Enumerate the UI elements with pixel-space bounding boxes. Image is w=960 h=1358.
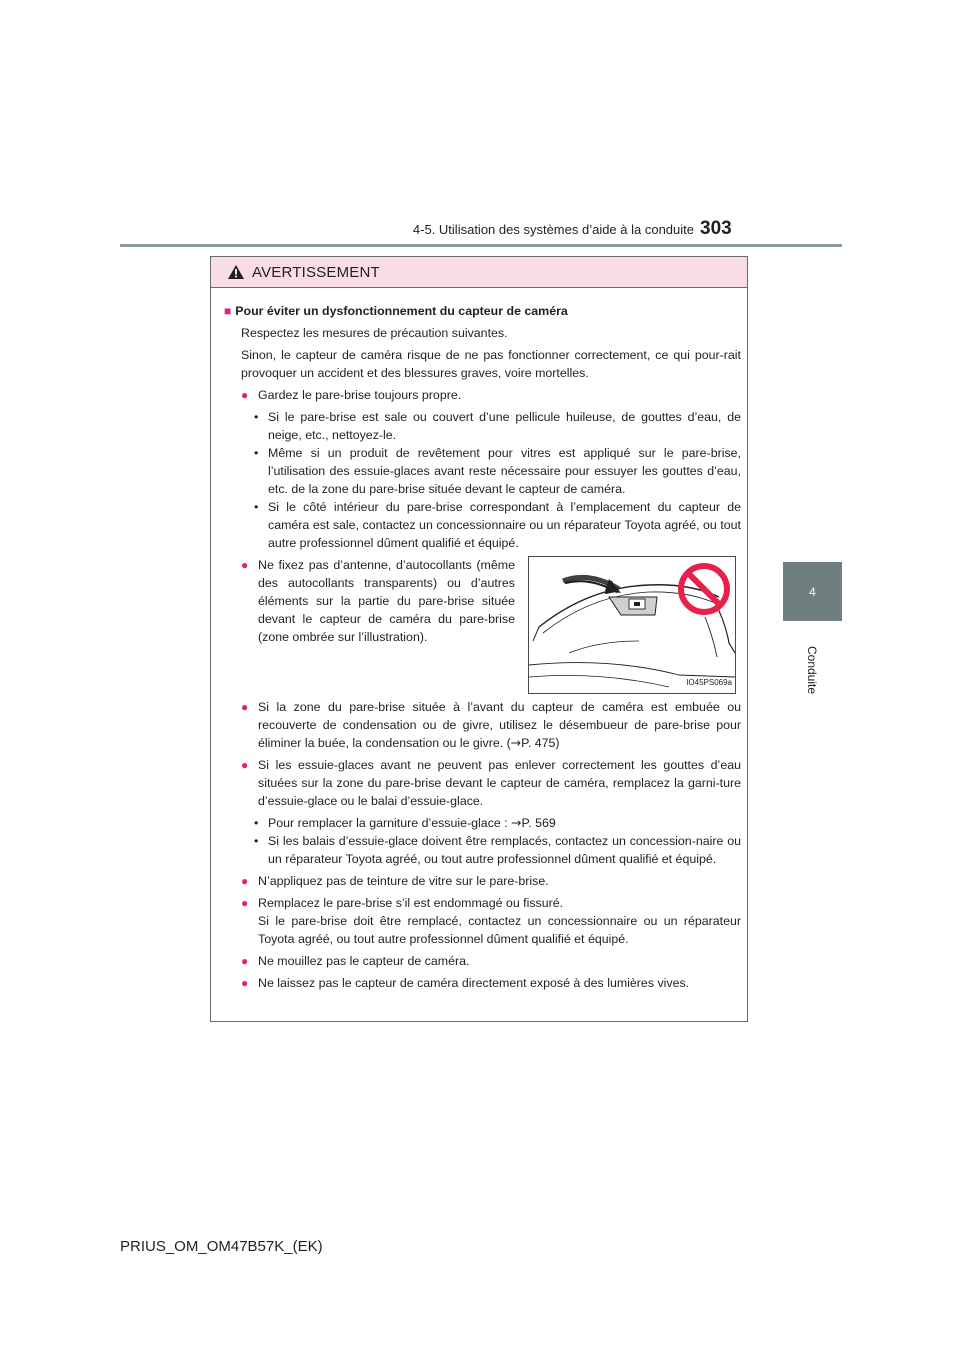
sub-list-item: • Si le côté intérieur du pare-brise correspondant à l’emplacement du capteur de caméra est sale, contactez un concessionnaire ou un réparateur Toyota agréé, ou tout autre professionnel dûment qualifié et équipé. bbox=[254, 500, 741, 550]
list-item-with-figure bbox=[224, 556, 741, 694]
list-item-text: Gardez le pare-brise toujours propre. bbox=[258, 388, 462, 402]
warning-header bbox=[211, 257, 747, 288]
circle-bullet-icon: ● bbox=[241, 558, 249, 572]
list-item-text: Si la zone du pare-brise située à l’avant du capteur de caméra est embuée ou recouverte de condensation ou de givre, utilisez le désembueur de pare-brise pour éliminer la buée, la condensation ou le givre. ( bbox=[258, 700, 741, 750]
list-item-text: Si le pare-brise doit être remplacé, contactez un concessionnaire ou un réparateur Toyota agréé, ou tout autre professionnel dûment qualifié et équipé. bbox=[258, 914, 741, 946]
sub-list-item-text: Si le pare-brise est sale ou couvert d’une pellicule huileuse, de gouttes d’eau, de neige, etc., nettoyez-le. bbox=[268, 410, 741, 442]
figure-code: IO45PS069a bbox=[686, 678, 732, 687]
list-item bbox=[224, 756, 741, 810]
sub-list-item-text: Si le côté intérieur du pare-brise correspondant à l’emplacement du capteur de caméra est sale, contactez un concessionnaire ou un réparateur Toyota agréé, ou tout autre professionnel dûment qualifié et équipé. bbox=[268, 500, 741, 550]
intro-text-2: Sinon, le capteur de caméra risque de ne pas fonctionner correctement, ce qui pour-rait provoquer un accident et des blessures graves, voire mortelles. bbox=[241, 348, 741, 380]
list-item bbox=[224, 894, 741, 948]
windshield-camera-illustration bbox=[528, 556, 736, 694]
list-item bbox=[224, 872, 741, 890]
warning-box bbox=[210, 256, 748, 1022]
page-reference-link[interactable]: P. 475) bbox=[521, 736, 560, 750]
circle-bullet-icon: ● bbox=[241, 954, 249, 968]
header-divider bbox=[120, 244, 842, 247]
square-marker-icon: ■ bbox=[224, 304, 232, 318]
list-item-text: Remplacez le pare-brise s’il est endommagé ou fissuré. bbox=[258, 896, 564, 910]
list-item bbox=[224, 698, 741, 752]
list-item bbox=[224, 952, 741, 970]
warning-triangle-icon bbox=[227, 264, 245, 280]
sub-list-item-text: Même si un produit de revêtement pour vitres est appliqué sur le pare-brise, l’utilisation des essuie-glaces avant reste nécessaire pour essuyer les gouttes d’eau, etc. de la zone du pare-brise située devant le capteur de caméra. bbox=[268, 446, 741, 496]
list-item-text: Ne fixez pas d’antenne, d’autocollants (même des autocollants transparents) ou d’autres éléments sur la partie du pare-brise située devant le capteur de caméra du pare-brise (zone ombrée sur l’illustration). bbox=[258, 558, 515, 644]
chapter-number: 4 bbox=[809, 584, 816, 599]
circle-bullet-icon: ● bbox=[241, 976, 249, 990]
warning-heading bbox=[224, 302, 741, 320]
right-arrow-icon: → bbox=[510, 735, 522, 750]
right-arrow-icon: → bbox=[511, 815, 522, 830]
warning-heading-text: Pour éviter un dysfonctionnement du capteur de caméra bbox=[235, 304, 568, 318]
list-item-text: Ne laissez pas le capteur de caméra directement exposé à des lumières vives. bbox=[258, 976, 690, 990]
list-item bbox=[224, 974, 741, 992]
section-title: 4-5. Utilisation des systèmes d’aide à la conduite bbox=[412, 222, 694, 237]
document-code: PRIUS_OM_OM47B57K_(EK) bbox=[120, 1238, 323, 1255]
circle-bullet-icon: ● bbox=[241, 700, 249, 714]
list-item-text: Ne mouillez pas le capteur de caméra. bbox=[258, 954, 470, 968]
chapter-label-text: Conduite bbox=[805, 645, 820, 695]
list-item-text: N’appliquez pas de teinture de vitre sur le pare-brise. bbox=[258, 874, 549, 888]
circle-bullet-icon: ● bbox=[241, 758, 249, 772]
warning-body bbox=[211, 288, 747, 992]
list-item bbox=[224, 386, 741, 404]
sub-list-item-text: Pour remplacer la garniture d’essuie-glace : bbox=[268, 816, 512, 830]
windshield-drawing bbox=[529, 557, 735, 693]
sub-list-item: • Pour remplacer la garniture d’essuie-glace : →P. 569 bbox=[254, 815, 556, 830]
sub-list-item-text: Si les balais d’essuie-glace doivent être remplacés, contactez un concession-naire ou un réparateur Toyota agréé, ou tout autre professionnel dûment qualifié et équipé. bbox=[268, 834, 741, 866]
list-item-text: Si les essuie-glaces avant ne peuvent pas enlever correctement les gouttes d’eau situées sur la zone du pare-brise devant le capteur de caméra, remplacez la garni-ture d’essuie-glace ou le balai d’essuie-glace. bbox=[258, 758, 741, 808]
sub-list-item: • Même si un produit de revêtement pour vitres est appliqué sur le pare-brise, l’utilisation des essuie-glaces avant reste nécessaire pour essuyer les gouttes d’eau, etc. de la zone du pare-brise située devant le capteur de caméra. bbox=[254, 446, 741, 496]
prohibition-icon bbox=[681, 566, 727, 612]
warning-title: AVERTISSEMENT bbox=[252, 263, 380, 281]
circle-bullet-icon: ● bbox=[241, 896, 249, 910]
sub-list-item: • Si les balais d’essuie-glace doivent être remplacés, contactez un concession-naire ou un réparateur Toyota agréé, ou tout autre professionnel dûment qualifié et équipé. bbox=[254, 834, 741, 866]
chapter-tab[interactable] bbox=[783, 562, 842, 621]
page-number: 303 bbox=[700, 218, 732, 239]
page-reference-link[interactable]: P. 569 bbox=[521, 816, 556, 830]
list-item bbox=[241, 556, 515, 694]
circle-bullet-icon: ● bbox=[241, 874, 249, 888]
intro-text-1: Respectez les mesures de précaution suivantes. bbox=[241, 326, 508, 340]
chapter-label bbox=[783, 625, 842, 715]
sub-list-item: • Si le pare-brise est sale ou couvert d’une pellicule huileuse, de gouttes d’eau, de neige, etc., nettoyez-le. bbox=[254, 410, 741, 442]
circle-bullet-icon: ● bbox=[241, 388, 249, 402]
